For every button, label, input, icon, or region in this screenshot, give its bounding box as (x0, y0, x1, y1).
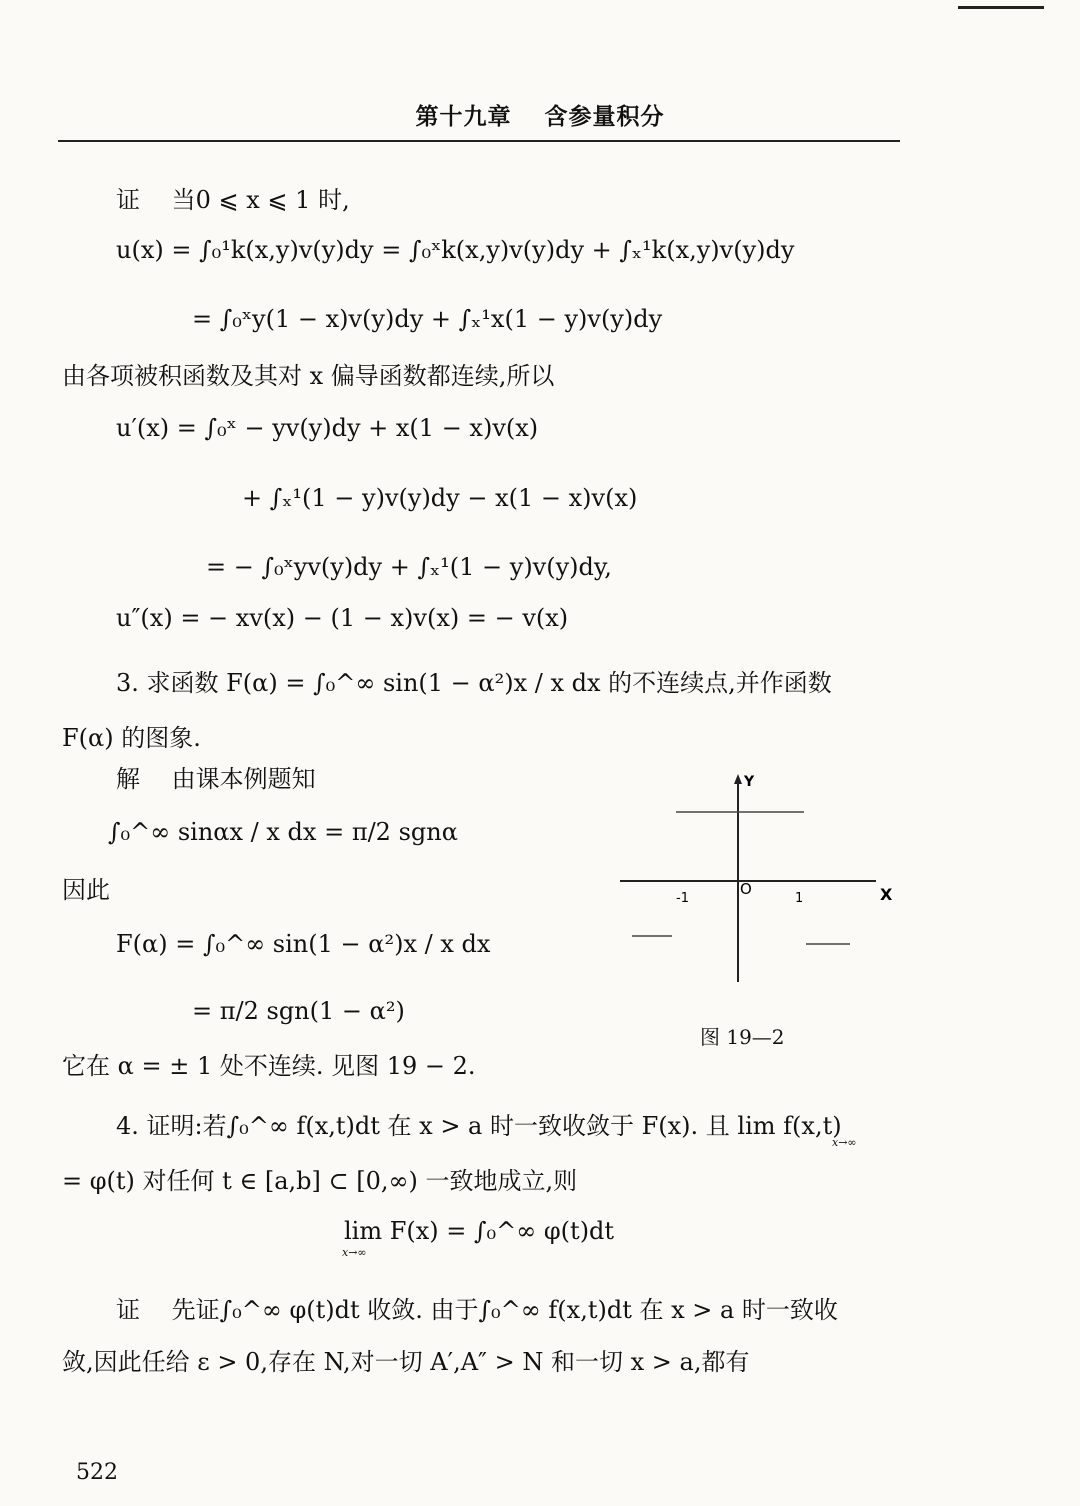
therefore-text: 因此 (62, 876, 110, 904)
header-rule (58, 140, 900, 142)
equation-F: F(α) = ∫₀^∞ sin(1 − α²)x / x dx (116, 930, 491, 958)
proof-intro: 证 当0 ⩽ x ⩽ 1 时, (116, 186, 350, 214)
equation-u-prime: u′(x) = ∫₀ˣ − yv(y)dy + x(1 − x)v(x) (116, 414, 539, 442)
problem3-statement: 3. 求函数 F(α) = ∫₀^∞ sin(1 − α²)x / x dx 的不连续点,并作函数 (116, 669, 832, 697)
equation-u-cont: = ∫₀ˣy(1 − x)v(y)dy + ∫ₓ¹x(1 − y)v(y)dy (192, 305, 663, 333)
limit-subscript-2: x→∞ (342, 1246, 367, 1259)
equation-u: u(x) = ∫₀¹k(x,y)v(y)dy = ∫₀ˣk(x,y)v(y)dy + ∫ₓ¹k(x,y)v(y)dy (116, 236, 795, 264)
chapter-header: 第十九章 含参量积分 (415, 103, 665, 130)
tick-label-neg-1: -1 (676, 891, 689, 906)
problem3-statement-cont: F(α) 的图象. (62, 724, 201, 752)
equation-u-prime-cont: + ∫ₓ¹(1 − y)v(y)dy − x(1 − x)v(x) (242, 484, 638, 512)
limit-subscript: x→∞ (832, 1136, 857, 1149)
equation-limit: lim F(x) = ∫₀^∞ φ(t)dt (344, 1217, 615, 1245)
y-axis-label: Y (744, 774, 755, 790)
equation-dirichlet: ∫₀^∞ sinαx / x dx = π/2 sgnα (108, 818, 458, 846)
tick-label-1: 1 (795, 891, 804, 906)
proof4-line2: 敛,因此任给 ε > 0,存在 N,对一切 A′,A″ > N 和一切 x > a,都有 (62, 1348, 750, 1376)
equation-u-prime-simplified: = − ∫₀ˣyv(y)dy + ∫ₓ¹(1 − y)v(y)dy, (206, 553, 612, 581)
figure-caption: 图 19—2 (700, 1025, 785, 1049)
solution-intro: 解 由课本例题知 (116, 765, 316, 793)
y-axis-arrow (734, 774, 742, 784)
corner-mark (958, 6, 1044, 9)
figure-19-2 (610, 770, 910, 1020)
continuity-text: 由各项被积函数及其对 x 偏导函数都连续,所以 (62, 362, 555, 390)
equation-F-result: = π/2 sgn(1 − α²) (192, 997, 405, 1025)
discontinuity-conclusion: 它在 α = ± 1 处不连续. 见图 19 − 2. (62, 1052, 476, 1080)
page-number: 522 (76, 1460, 118, 1485)
proof4-line1: 证 先证∫₀^∞ φ(t)dt 收敛. 由于∫₀^∞ f(x,t)dt 在 x > a 时一致收 (116, 1296, 838, 1324)
problem4-statement-cont: = φ(t) 对任何 t ∈ [a,b] ⊂ [0,∞) 一致地成立,则 (62, 1167, 578, 1195)
x-axis-label: X (880, 885, 893, 904)
problem4-statement: 4. 证明:若∫₀^∞ f(x,t)dt 在 x > a 时一致收敛于 F(x). 且 lim f(x,t) (116, 1112, 842, 1140)
equation-u-double-prime: u″(x) = − xv(x) − (1 − x)v(x) = − v(x) (116, 604, 569, 632)
origin-label: O (740, 880, 752, 898)
